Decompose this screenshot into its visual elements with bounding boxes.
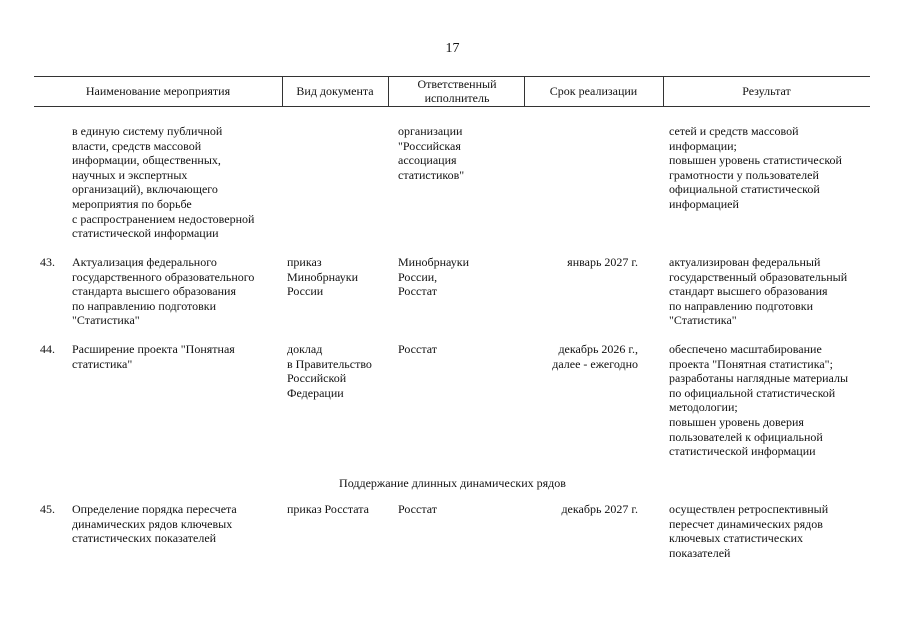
deadline-cell: январь 2027 г. — [567, 255, 638, 269]
document-cell: приказ Минобрнауки России — [287, 255, 359, 299]
header-event: Наименование мероприятия — [85, 84, 231, 98]
header-result: Результат — [742, 84, 791, 98]
page-number: 17 — [445, 41, 460, 56]
header-deadline: Срок реализации — [549, 84, 638, 98]
row-number: 45. — [40, 502, 55, 516]
result-cell: сетей и средств массовой информации; повышен уровень статистической грамотности у пользователей официальной статистической информацией — [669, 124, 842, 211]
row-number: 44. — [40, 342, 55, 356]
result-cell: обеспечено масштабирование проекта "Понятная статистика"; разработаны наглядные материалы по официальной статистической методологии; повышен уровень доверия пользователей к официальной статистической информации — [669, 342, 849, 459]
executor-cell: Росстат — [398, 342, 437, 356]
header-executor: Ответственный исполнитель — [417, 77, 497, 105]
section-title: Поддержание длинных динамических рядов — [339, 476, 566, 490]
row-number: 43. — [40, 255, 55, 269]
header-document-type: Вид документа — [296, 84, 374, 98]
deadline-cell: декабрь 2027 г. — [561, 502, 638, 516]
result-cell: осуществлен ретроспективный пересчет динамических рядов ключевых статистических показателей — [669, 502, 829, 560]
event-cell: Актуализация федерального государственного образовательного стандарта высшего образования по направлению подготовки "Статистика" — [72, 255, 255, 328]
executor-cell: Росстат — [398, 502, 437, 516]
executor-cell: Минобрнауки России, Росстат — [398, 255, 470, 299]
table-header-bottom-rule — [34, 106, 870, 107]
event-cell: в единую систему публичной власти, средств массовой информации, общественных, научных и экспертных организаций), включающего мероприятия по борьбе с распространением недостоверной статистической информации — [72, 124, 255, 241]
event-cell: Определение порядка пересчета динамических рядов ключевых статистических показателей — [72, 502, 237, 546]
document-cell: приказ Росстата — [287, 502, 370, 516]
executor-cell: организации "Российская ассоциация статистиков" — [398, 124, 465, 182]
document-cell: доклад в Правительство Российской Федерации — [287, 342, 372, 400]
deadline-cell: декабрь 2026 г., далее - ежегодно — [552, 342, 638, 371]
result-cell: актуализирован федеральный государственный образовательный стандарт высшего образования по направлению подготовки "Статистика" — [669, 255, 848, 328]
column-separator — [388, 76, 389, 106]
event-cell: Расширение проекта "Понятная статистика" — [72, 342, 235, 371]
